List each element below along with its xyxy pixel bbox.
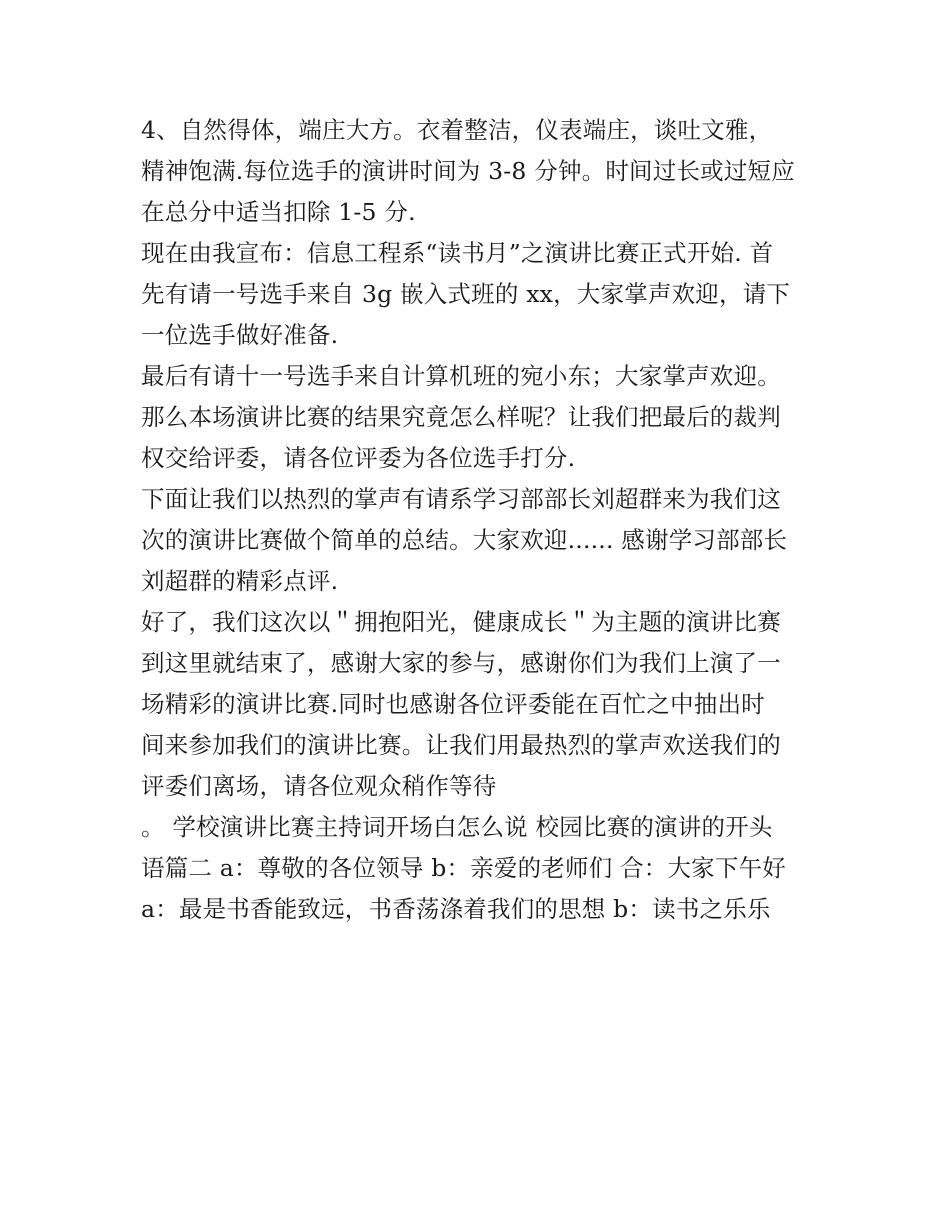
text-line: 到这里就结束了，感谢大家的参与，感谢你们为我们上演了一 [141, 649, 781, 677]
text-line: 场精彩的演讲比赛.同时也感谢各位评委能在百忙之中抽出时 [141, 690, 765, 718]
text-line: 最后有请十一号选手来自计算机班的宛小东；大家掌声欢迎。 [141, 362, 781, 390]
text-line: 权交给评委，请各位评委为各位选手打分. [141, 444, 576, 472]
text-line: 评委们离场，请各位观众稍作等待 [141, 772, 497, 800]
text-line: 好了，我们这次以＂拥抱阳光，健康成长＂为主题的演讲比赛 [141, 608, 781, 636]
text-line: a：最是书香能致远，书香荡涤着我们的思想 b：读书之乐乐 [141, 895, 771, 923]
text-line: 一位选手做好准备. [141, 321, 339, 349]
text-line: 刘超群的精彩点评. [141, 567, 339, 595]
document-body [141, 110, 821, 930]
text-line: 先有请一号选手来自 3g 嵌入式班的 xx，大家掌声欢迎，请下 [141, 280, 791, 308]
text-line: 现在由我宣布：信息工程系“读书月”之演讲比赛正式开始. 首 [141, 239, 774, 267]
text-line: 4、自然得体，端庄大方。衣着整洁，仪表端庄，谈吐文雅， [141, 116, 773, 144]
text-line: 间来参加我们的演讲比赛。让我们用最热烈的掌声欢送我们的 [141, 731, 781, 759]
text-line: 次的演讲比赛做个简单的总结。大家欢迎...... 感谢学习部部长 [141, 526, 788, 554]
text-line: 那么本场演讲比赛的结果究竟怎么样呢？让我们把最后的裁判 [141, 403, 781, 431]
text-line: 在总分中适当扣除 1-5 分. [141, 198, 416, 226]
text-line: 。 学校演讲比赛主持词开场白怎么说 校园比赛的演讲的开头 [141, 813, 773, 841]
text-line: 语篇二 a：尊敬的各位领导 b：亲爱的老师们 合：大家下午好 [141, 854, 786, 882]
text-line: 下面让我们以热烈的掌声有请系学习部部长刘超群来为我们这 [141, 485, 781, 513]
text-line: 精神饱满.每位选手的演讲时间为 3-8 分钟。时间过长或过短应 [141, 157, 795, 185]
